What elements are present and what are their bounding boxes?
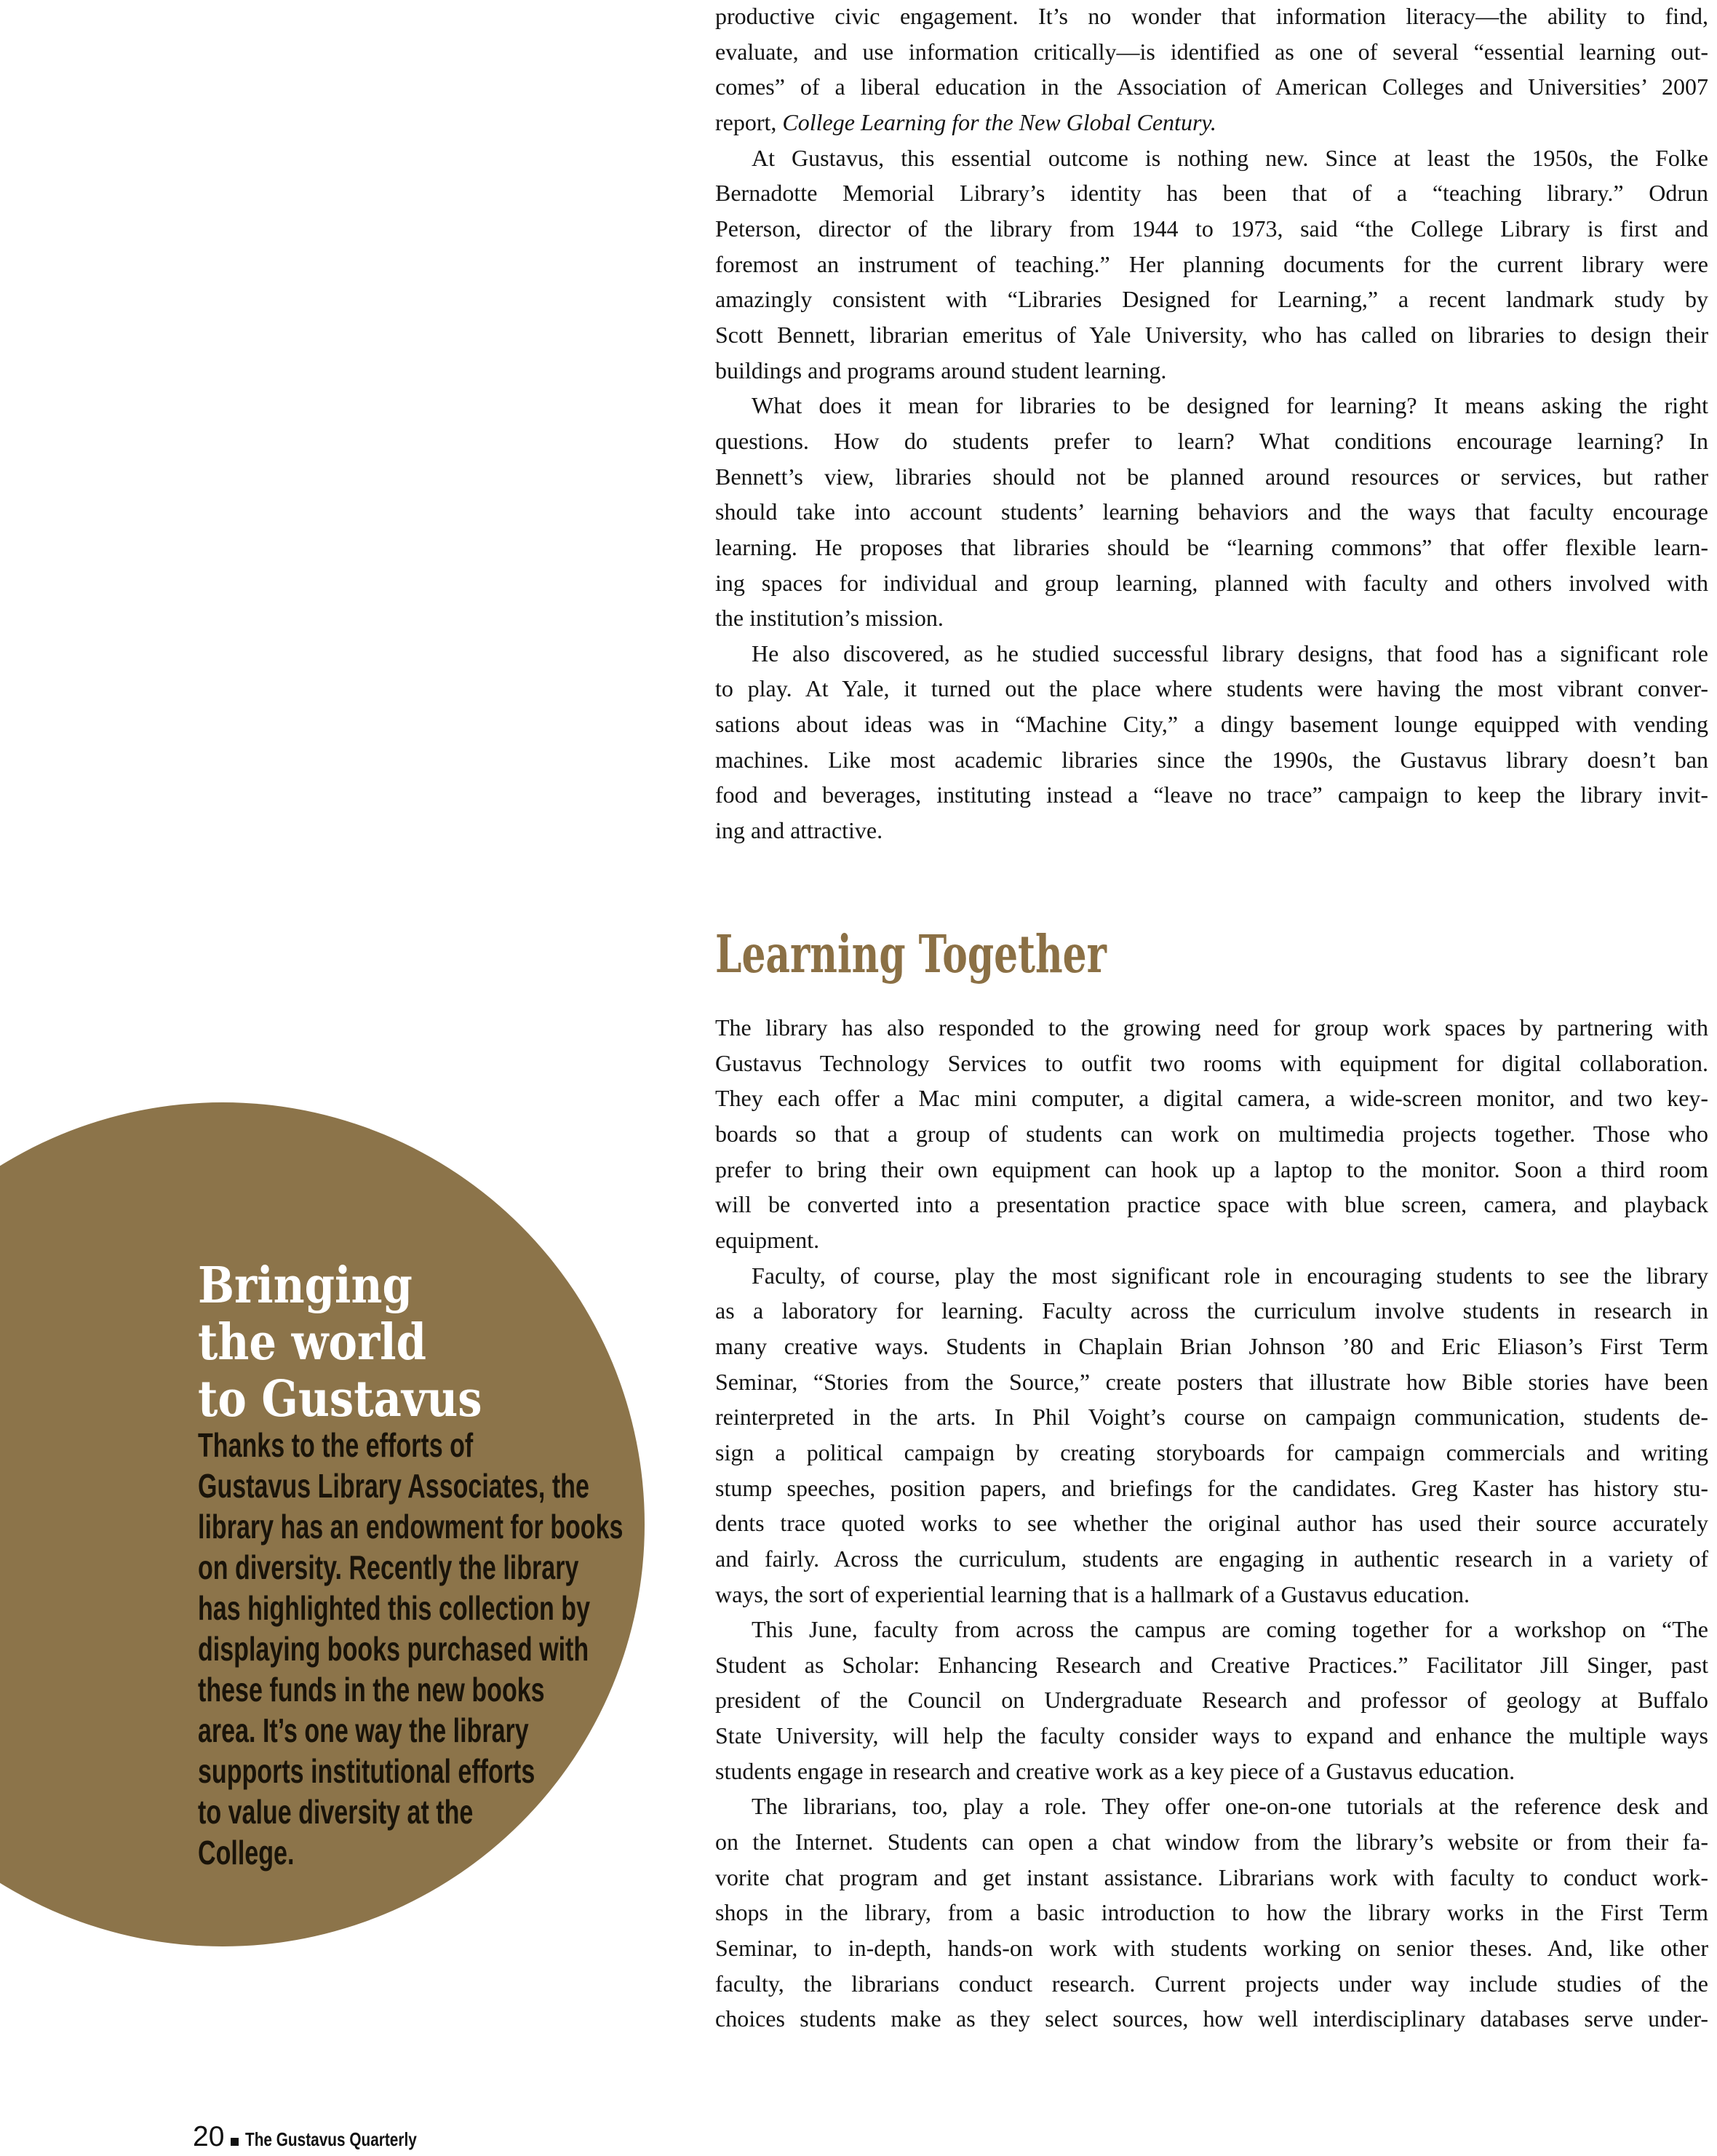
- body-text-line: He also discovered, as he studied successful library designs, that food has a significant role: [752, 640, 1708, 667]
- sidebar-text-line: to value diversity at the: [198, 1793, 474, 1831]
- body-text-line: the institution’s mission.: [715, 605, 944, 632]
- body-text-line: Bernadotte Memorial Library’s identity has been that of a “teaching library.” Odrun: [715, 180, 1708, 207]
- body-text-line: as a laboratory for learning. Faculty across the curriculum involve students in research in: [715, 1297, 1708, 1324]
- body-text-line: The librarians, too, play a role. They offer one-on-one tutorials at the reference desk and: [752, 1793, 1708, 1820]
- body-text-line: equipment.: [715, 1226, 820, 1253]
- sidebar-text-line: these funds in the new books: [198, 1671, 545, 1709]
- body-text-line: questions. How do students prefer to learn? What conditions encourage learning? In: [715, 427, 1708, 454]
- body-text-line: State University, will help the faculty consider ways to expand and enhance the multiple ways: [715, 1722, 1708, 1749]
- body-text-line: vorite chat program and get instant assistance. Librarians work with faculty to conduct work-: [715, 1863, 1708, 1890]
- body-text-line: They each offer a Mac mini computer, a digital camera, a wide-screen monitor, and two key-: [715, 1085, 1708, 1112]
- body-text-line: Student as Scholar: Enhancing Research and Creative Practices.” Facilitator Jill Singer, past: [715, 1651, 1708, 1678]
- sidebar-heading: [198, 1257, 482, 1428]
- body-text-line: Seminar, “Stories from the Source,” create posters that illustrate how Bible stories have been: [715, 1368, 1708, 1395]
- body-text-line: What does it mean for libraries to be designed for learning? It means asking the right: [752, 392, 1708, 419]
- body-text-line: machines. Like most academic libraries since the 1990s, the Gustavus library doesn’t ban: [715, 746, 1708, 773]
- body-text-line: food and beverages, instituting instead a “leave no trace” campaign to keep the library invit-: [715, 781, 1708, 808]
- body-text-line: stump speeches, position papers, and briefings for the candidates. Greg Kaster has history stu-: [715, 1474, 1708, 1501]
- article-continuation-text: [715, 0, 1708, 848]
- body-text-line: This June, faculty from across the campus are coming together for a workshop on “The: [752, 1616, 1708, 1643]
- magazine-title: The Gustavus Quarterly: [245, 2128, 418, 2150]
- body-text-line: Faculty, of course, play the most significant role in encouraging students to see the library: [752, 1262, 1708, 1289]
- body-text-line: shops in the library, from a basic introduction to how the library works in the First Term: [715, 1899, 1708, 1926]
- body-text-line: comes” of a liberal education in the Association of American Colleges and Universities’ 2007: [715, 73, 1708, 100]
- sidebar-text-line: displaying books purchased with: [198, 1630, 589, 1668]
- sidebar-text-line: on diversity. Recently the library: [198, 1548, 579, 1586]
- body-text-line: Gustavus Technology Services to outfit two rooms with equipment for digital collaboration.: [715, 1049, 1708, 1076]
- sidebar-text-line: library has an endowment for books: [198, 1508, 624, 1546]
- article-section-text: [715, 1010, 1708, 2037]
- section-heading: Learning Together: [715, 923, 1107, 984]
- body-text-line: ways, the sort of experiential learning that is a hallmark of a Gustavus education.: [715, 1580, 1470, 1607]
- body-text-line: many creative ways. Students in Chaplain Brian Johnson ’80 and Eric Eliason’s First Term: [715, 1332, 1708, 1359]
- body-text-line: At Gustavus, this essential outcome is nothing new. Since at least the 1950s, the Folke: [752, 144, 1708, 171]
- body-text-line: students engage in research and creative work as a key piece of a Gustavus education.: [715, 1757, 1515, 1784]
- body-text-line: ing spaces for individual and group learning, planned with faculty and others involved with: [715, 569, 1708, 596]
- body-text-line: Scott Bennett, librarian emeritus of Yale University, who has called on libraries to design their: [715, 321, 1708, 348]
- body-text-line: sign a political campaign by creating storyboards for campaign commercials and writing: [715, 1439, 1708, 1465]
- sidebar-heading-line: the world: [198, 1313, 426, 1372]
- body-text-line: reinterpreted in the arts. In Phil Voight’s course on campaign communication, students de-: [715, 1404, 1708, 1431]
- body-text-line: to play. At Yale, it turned out the place where students were having the most vibrant conver-: [715, 675, 1708, 702]
- body-text-line: should take into account students’ learning behaviors and the ways that faculty encourage: [715, 498, 1708, 525]
- body-text-line: sations about ideas was in “Machine City,” a dingy basement lounge equipped with vending: [715, 711, 1708, 738]
- sidebar-text-line: has highlighted this collection by: [198, 1589, 591, 1627]
- body-text-line: prefer to bring their own equipment can hook up a laptop to the monitor. Soon a third room: [715, 1155, 1708, 1182]
- sidebar-text-line: supports institutional efforts: [198, 1752, 535, 1790]
- page-number: 20: [193, 2121, 225, 2152]
- body-text-line: ing and attractive.: [715, 817, 883, 844]
- body-text-line: and fairly. Across the curriculum, students are engaging in authentic research in a variety of: [715, 1545, 1708, 1572]
- body-text-line: boards so that a group of students can work on multimedia projects together. Those who: [715, 1120, 1708, 1147]
- sidebar-text-line: College.: [198, 1834, 295, 1871]
- body-text-line: [715, 105, 1708, 140]
- body-text-line: Seminar, to in-depth, hands-on work with students working on senior theses. And, like other: [715, 1935, 1708, 1962]
- body-text-line: The library has also responded to the growing need for group work spaces by partnering with: [715, 1014, 1708, 1041]
- body-text-line: learning. He proposes that libraries should be “learning commons” that offer flexible learn-: [715, 533, 1708, 560]
- square-bullet-icon: [231, 2138, 239, 2146]
- sidebar-body-text: [198, 1425, 623, 1873]
- sidebar-heading-line: to Gustavus: [198, 1370, 482, 1428]
- sidebar-text-line: Gustavus Library Associates, the: [198, 1467, 589, 1505]
- body-text-line: productive civic engagement. It’s no wonder that information literacy—the ability to find,: [715, 3, 1708, 29]
- sidebar-text-line: area. It’s one way the library: [198, 1711, 529, 1749]
- body-text-line: on the Internet. Students can open a chat window from the library’s website or from their fa-: [715, 1829, 1708, 1855]
- body-text-line: evaluate, and use information critically—is identified as one of several “essential learning out-: [715, 38, 1708, 65]
- body-text-line: faculty, the librarians conduct research. Current projects under way include studies of the: [715, 1970, 1708, 1997]
- body-text-line: president of the Council on Undergraduate Research and professor of geology at Buffalo: [715, 1687, 1708, 1714]
- body-text-line: Peterson, director of the library from 1944 to 1973, said “the College Library is first and: [715, 215, 1708, 242]
- italic-book-title: College Learning for the New Global Century.: [782, 108, 1216, 135]
- sidebar-text-line: Thanks to the efforts of: [198, 1426, 474, 1464]
- sidebar-heading-line: Bringing: [198, 1257, 413, 1315]
- body-text-line: Bennett’s view, libraries should not be planned around resources or services, but rather: [715, 463, 1708, 490]
- page-footer: [193, 2123, 460, 2151]
- body-text-segment: report,: [715, 108, 783, 135]
- body-text-line: choices students make as they select sources, how well interdisciplinary databases serve under-: [715, 2005, 1708, 2032]
- body-text-line: dents trace quoted works to see whether the original author has used their source accurately: [715, 1510, 1708, 1537]
- body-text-line: amazingly consistent with “Libraries Designed for Learning,” a recent landmark study by: [715, 286, 1708, 313]
- body-text-line: foremost an instrument of teaching.” Her planning documents for the current library were: [715, 250, 1708, 277]
- body-text-line: will be converted into a presentation practice space with blue screen, camera, and playback: [715, 1191, 1708, 1218]
- body-text-line: buildings and programs around student learning.: [715, 357, 1167, 383]
